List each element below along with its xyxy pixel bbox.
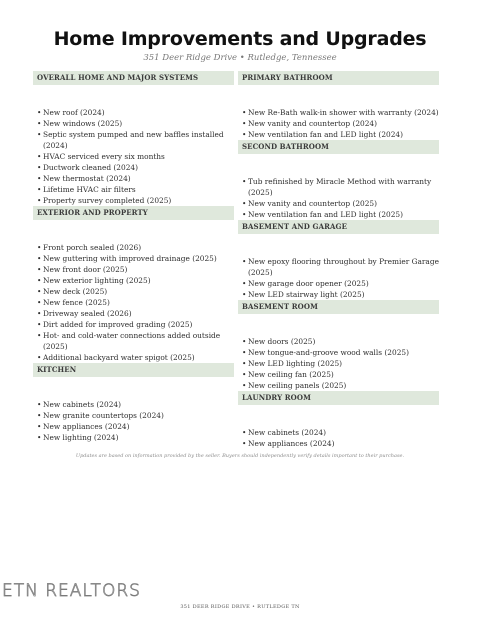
page-footer: 351 DEER RIDGE DRIVE • RUTLEDGE TN [180,604,300,610]
list-item: • New granite countertops (2024) [33,410,234,421]
list-item: • Tub refinished by Miracle Method with warranty (2025) [238,176,439,198]
section-list [238,405,439,449]
list-item: • New cabinets (2024) [238,427,439,438]
list-item: • Dirt added for improved grading (2025) [33,319,234,330]
list-item: • HVAC serviced every six months [33,151,234,162]
list-item: • New exterior lighting (2025) [33,275,234,286]
section-heading: EXTERIOR AND PROPERTY [33,206,234,220]
section-second-bathroom [238,140,439,220]
section-overall [33,71,234,206]
list-item: • New tongue-and-groove wood walls (2025) [238,347,439,358]
list-item: • New LED stairway light (2025) [238,289,439,300]
section-list [238,85,439,140]
section-primary-bathroom [238,71,439,140]
list-item: • New fence (2025) [33,297,234,308]
section-list [33,85,234,206]
list-item: • New ceiling fan (2025) [238,369,439,380]
right-column [238,71,439,449]
section-basement-room [238,300,439,391]
left-column [33,71,234,443]
list-item: • New LED lighting (2025) [238,358,439,369]
section-heading: BASEMENT ROOM [238,300,439,314]
section-laundry-room [238,391,439,449]
list-item: • New front door (2025) [33,264,234,275]
list-item: • New thermostat (2024) [33,173,234,184]
list-item: • Driveway sealed (2026) [33,308,234,319]
section-list [33,220,234,363]
list-item: • New windows (2025) [33,118,234,129]
list-item: • New cabinets (2024) [33,399,234,410]
section-heading: PRIMARY BATHROOM [238,71,439,85]
list-item: • New deck (2025) [33,286,234,297]
list-item: • Lifetime HVAC air filters [33,184,234,195]
section-heading: LAUNDRY ROOM [238,391,439,405]
list-item: • New Re-Bath walk-in shower with warranty (2024) [238,107,439,118]
section-exterior [33,206,234,363]
list-item: • Front porch sealed (2026) [33,242,234,253]
list-item: • New ventilation fan and LED light (2024) [238,129,439,140]
brand-logo: ETN REALTORS [2,581,141,601]
list-item: • New roof (2024) [33,107,234,118]
section-heading: KITCHEN [33,363,234,377]
list-item: • New ceiling panels (2025) [238,380,439,391]
list-item: • New guttering with improved drainage (2025) [33,253,234,264]
section-kitchen [33,363,234,443]
list-item: • New appliances (2024) [33,421,234,432]
list-item: • New lighting (2024) [33,432,234,443]
list-item: • New doors (2025) [238,336,439,347]
disclaimer-note: Updates are based on information provided by the seller. Buyers should independently verify details important to their purchase. [75,453,405,459]
list-item: • New garage door opener (2025) [238,278,439,289]
page-subtitle: 351 Deer Ridge Drive • Rutledge, Tennessee [143,53,337,63]
section-heading: BASEMENT AND GARAGE [238,220,439,234]
section-basement-garage [238,220,439,300]
list-item: • Property survey completed (2025) [33,195,234,206]
list-item: • Septic system pumped and new baffles installed (2024) [33,129,234,151]
list-item: • New ventilation fan and LED light (2025) [238,209,439,220]
section-list [238,314,439,391]
list-item: • New vanity and countertop (2024) [238,118,439,129]
section-list [238,154,439,220]
section-heading: OVERALL HOME AND MAJOR SYSTEMS [33,71,234,85]
section-list [238,234,439,300]
list-item: • New appliances (2024) [238,438,439,449]
list-item: • Ductwork cleaned (2024) [33,162,234,173]
section-list [33,377,234,443]
list-item: • Hot- and cold-water connections added outside (2025) [33,330,234,352]
list-item: • Additional backyard water spigot (2025) [33,352,234,363]
section-heading: SECOND BATHROOM [238,140,439,154]
list-item: • New epoxy flooring throughout by Premier Garage (2025) [238,256,439,278]
page-title: Home Improvements and Upgrades [53,28,427,50]
list-item: • New vanity and countertop (2025) [238,198,439,209]
